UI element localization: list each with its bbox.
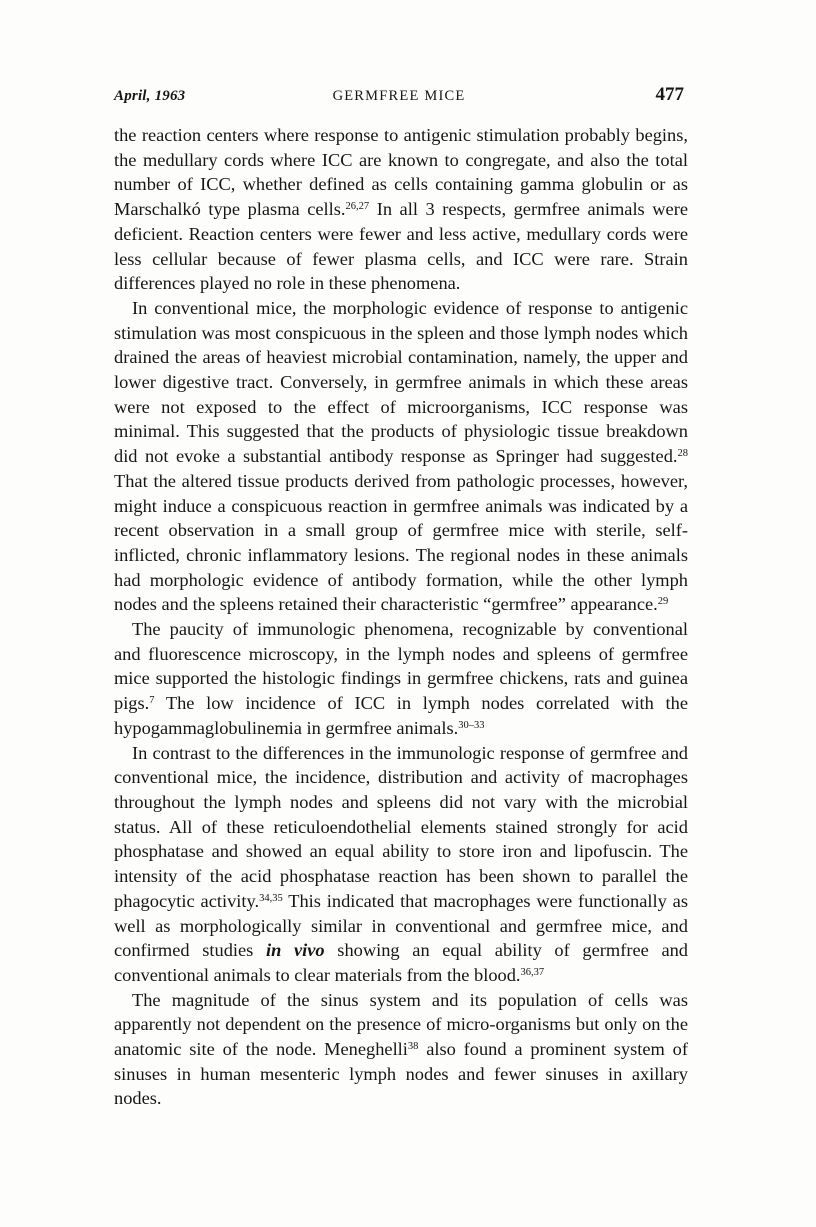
paragraph-1-text-a: the reaction centers where response to antigenic stimulation probably begins, the medullary cords where ICC are known to congregate, and also the total number of ICC, whether defined as cells containing gamma globulin or as Marschalkó type plasma cells. [114,125,688,220]
citation-ref: 26,27 [345,201,370,213]
page-number: 477 [655,84,684,105]
running-header [114,84,684,116]
paragraph-3 [114,617,688,741]
header-running-title: GERMFREE MICE [332,88,466,104]
paragraph-5-text-a: The magnitude of the sinus system and its population of cells was apparently not dependent on the presence of micro-organisms but only on the anatomic site of the node. Meneghelli [114,989,688,1060]
citation-ref: 36,37 [520,966,545,978]
paragraph-5-text-b: also found a prominent system of sinuses in human mesenteric lymph nodes and fewer sinuses in axillary nodes. [114,1039,688,1109]
citation-ref: 38 [407,1041,419,1053]
italic-term: in vivo [265,940,325,961]
paragraph-2-text-b: That the altered tissue products derived from pathologic processes, however, might induce a conspicuous reaction in germfree animals was indicated by a recent observation in a small group of germfree mice with sterile, self-inflicted, chronic inflammatory lesions. The regional nodes in these animals had morphologic evidence of antibody formation, while the other lymph nodes and the spleens retained their characteristic “germfree” appearance. [114,470,688,615]
paragraph-3-text-a: The paucity of immunologic phenomena, recognizable by conventional and fluorescence microscopy, in the lymph nodes and spleens of germfree mice supported the histologic findings in germfree chickens, rats and guinea pigs. [114,619,688,714]
paragraph-2 [114,296,688,617]
paragraph-1-text-b: In all 3 respects, germfree animals were deficient. Reaction centers were fewer and less active, medullary cords were less cellular because of fewer plasma cells, and ICC were rare. Strain differences played no role in these phenomena. [114,199,688,294]
paragraph-5 [114,988,688,1112]
paragraph-2-text-a: In conventional mice, the morphologic evidence of response to antigenic stimulation was most conspicuous in the spleen and those lymph nodes which drained the areas of heaviest microbial contamination, namely, the upper and lower digestive tract. Conversely, in germfree animals in which these areas were not exposed to the effect of microorganisms, ICC response was minimal. This suggested that the products of physiologic tissue breakdown did not evoke a substantial antibody response as Springer had suggested. [114,297,688,467]
paragraph-3-text-b: The low incidence of ICC in lymph nodes correlated with the hypogammaglobulinemia in germfree animals. [114,693,688,738]
paragraph-1 [114,123,688,296]
body-text [114,123,688,1111]
paragraph-4-text-b: This indicated that macrophages were functionally as well as morphologically similar in conventional and germfree mice, and confirmed studies [114,890,688,961]
paragraph-4 [114,741,688,988]
citation-ref: 30–33 [458,719,485,731]
citation-ref: 29 [657,596,669,608]
citation-ref: 28 [677,448,688,460]
citation-ref: 7 [149,695,155,707]
paragraph-4-text-a: In contrast to the differences in the immunologic response of germfree and conventional mice, the incidence, distribution and activity of macrophages throughout the lymph nodes and spleens did not vary with the microbial status. All of these reticuloendothelial elements stained strongly for acid phosphatase and showed an equal ability to store iron and lipofuscin. The intensity of the acid phosphatase reaction has been shown to parallel the phagocytic activity. [114,742,688,911]
paragraph-4-text-c: showing an equal ability of germfree and conventional animals to clear materials from the blood. [114,940,688,985]
citation-ref: 34,35 [259,892,283,904]
header-date: April, 1963 [114,88,186,104]
